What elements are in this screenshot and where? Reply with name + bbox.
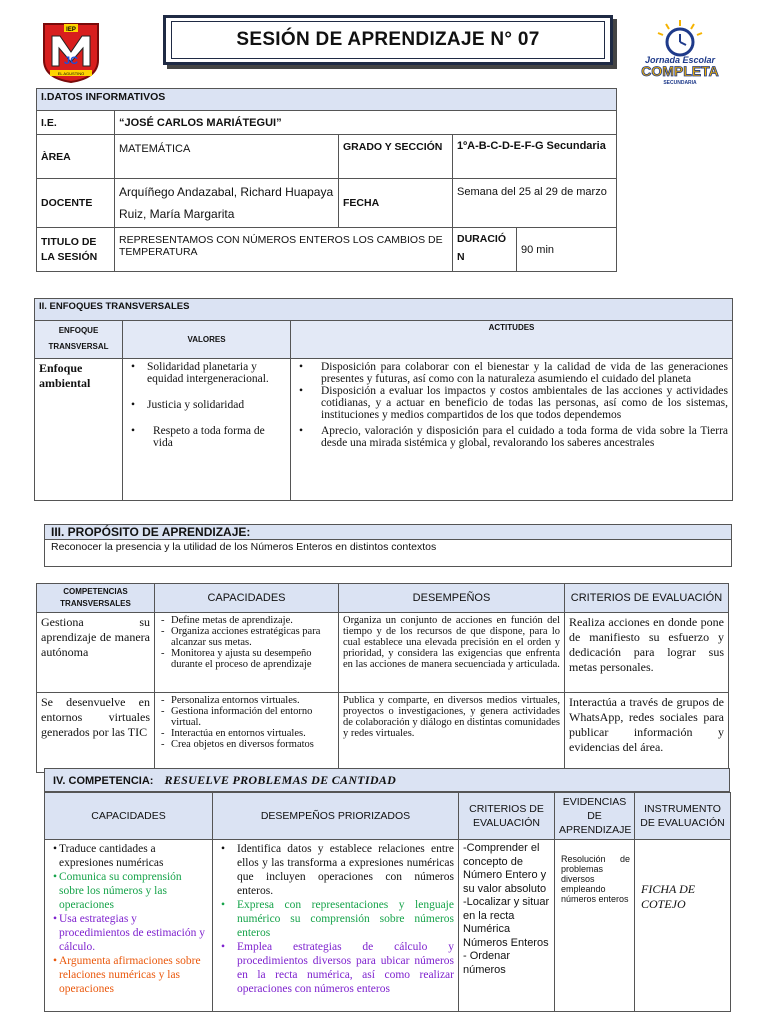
actitud-item: • Aprecio, valoración y disposición para el cuidado a toda forma de vida sobre la Tierra desde una mirada sistémica y global, revalorando los saberes ancestrales [295, 425, 728, 449]
ct-capacidad: - Define metas de aprendizaje. [159, 615, 334, 626]
iv-capacidad: • Traduce cantidades a expresiones numéricas [49, 842, 208, 870]
valor-item: • Solidaridad planetaria y equidad intergeneracional. [127, 361, 286, 385]
enfoque-name: Enfoque ambiental [35, 359, 123, 501]
area-label: ÀREA [37, 135, 115, 179]
titulo-label: TITULO DE LA SESIÓN [37, 228, 115, 272]
duracion-value: 90 min [517, 228, 617, 272]
iv-header-evidencias: EVIDENCIAS DE APRENDIZAJE [555, 793, 635, 840]
iv-header-capacidades: CAPACIDADES [45, 793, 213, 840]
area-value: MATEMÁTICA [115, 135, 339, 179]
enfoques-table [34, 298, 733, 501]
grado-label: GRADO Y SECCIÓN [339, 135, 453, 179]
ct-capacidad: - Monitorea y ajusta su desempeño durante el proceso de aprendizaje [159, 648, 334, 670]
ct-capacidad: - Organiza acciones estratégicas para alcanzar sus metas. [159, 626, 334, 648]
ct-competencia: Se desenvuelve en entornos virtuales generados por las TIC [37, 693, 155, 773]
enfoques-section-title: II. ENFOQUES TRANSVERSALES [35, 299, 733, 321]
competencia-iv-name: RESUELVE PROBLEMAS DE CANTIDAD [164, 773, 397, 787]
ie-value: “JOSÉ CARLOS MARIÁTEGUI” [115, 111, 617, 135]
jec-logo [632, 18, 728, 88]
iv-header-desempenos: DESEMPEÑOS PRIORIZADOS [213, 793, 459, 840]
ct-header-competencias: COMPETENCIAS TRANSVERSALES [37, 584, 155, 613]
proposito-section-title: III. PROPÓSITO DE APRENDIZAJE: [44, 524, 732, 540]
logo-line2: COMPLETA [641, 63, 719, 79]
fecha-label: FECHA [339, 179, 453, 228]
actitud-item: • Disposición a evaluar los impactos y costos ambientales de las acciones y actividades cotidianas, y a actuar en beneficio de todas las personas, así como de los sistemas, instituciones y medios compartidos de los que todos dependemos [295, 385, 728, 421]
iv-header-instrumento: INSTRUMENTO DE EVALUACIÓN [635, 793, 731, 840]
logo-letters: JC [63, 55, 79, 67]
enfoque-header: ENFOQUE TRANSVERSAL [35, 321, 123, 359]
iv-criterio: -Comprender el concepto de Número Entero y su valor absoluto [463, 842, 547, 895]
competencia-iv-table [44, 792, 731, 1012]
datos-informativos-table [36, 88, 617, 272]
valor-item: • Justicia y solidaridad [127, 399, 286, 411]
ct-criterio: Interactúa a través de grupos de WhatsApp, redes sociales para publicar información y evidencias del área. [565, 693, 729, 773]
school-logo [40, 20, 102, 84]
proposito-text: Reconocer la presencia y la utilidad de los Números Enteros en distintos contextos [44, 539, 732, 567]
iv-desempeno: • Identifica datos y establece relaciones entre ellos y las transforma a expresiones numéricas que incluyen operaciones con números enteros. [217, 842, 454, 898]
ie-label: I.E. [37, 111, 115, 135]
iv-instrumento: FICHA DE COTEJO [635, 840, 731, 1012]
logo-bottom-text: EL AGUSTINO [57, 71, 85, 76]
logo-line3: SECUNDARIA [663, 80, 697, 86]
fecha-value: Semana del 25 al 29 de marzo [453, 179, 617, 228]
grado-value: 1ºA-B-C-D-E-F-G Secundaria [453, 135, 617, 179]
logo-top-text: IEP [66, 27, 76, 33]
iv-criterio: -Localizar y situar en la recta Numérica Números Enteros [463, 896, 550, 949]
iv-desempeno: • Expresa con representaciones y lenguaje numérico su comprensión sobre números enteros [217, 898, 454, 940]
valores-header: VALORES [123, 321, 291, 359]
iv-desempeno: • Emplea estrategias de cálculo y procedimientos diversos para ubicar números en la recta numérica, así como realizar operaciones con números enteros [217, 940, 454, 996]
table-row [37, 613, 729, 693]
iv-capacidad: • Argumenta afirmaciones sobre relaciones numéricas y las operaciones [49, 954, 208, 996]
datos-section-title: I.DATOS INFORMATIVOS [37, 89, 617, 111]
docente-value: Arquíñego Andazabal, Richard Huapaya Ruiz, María Margarita [115, 179, 339, 228]
iv-header-criterios: CRITERIOS DE EVALUACIÓN [459, 793, 555, 840]
ct-capacidad: - Gestiona información del entorno virtual. [159, 706, 334, 728]
docente-label: DOCENTE [37, 179, 115, 228]
ct-capacidad: - Personaliza entornos virtuales. [159, 695, 334, 706]
session-title-box [163, 15, 613, 65]
iv-capacidad: • Comunica su comprensión sobre los números y las operaciones [49, 870, 208, 912]
table-row [37, 693, 729, 773]
ct-capacidad: - Interactúa en entornos virtuales. [159, 728, 334, 739]
ct-criterio: Realiza acciones en donde pone de manifiesto su esfuerzo y dedicación para lograr sus metas personales. [565, 613, 729, 693]
ct-competencia: Gestiona su aprendizaje de manera autónoma [37, 613, 155, 693]
ct-desempeno: Organiza un conjunto de acciones en función del tiempo y de los recursos de que dispone, para lo cual establece una elevada precisión en el orden y prioridad, y considera las exigencias que enfrenta en las acciones de manera secuenciada y articulada. [339, 613, 565, 693]
iv-criterio: - Ordenar números [463, 950, 511, 976]
page-title: SESIÓN DE APRENDIZAJE N° 07 [171, 21, 605, 59]
logo-line1: Jornada Escolar [644, 55, 716, 65]
ct-header-criterios: CRITERIOS DE EVALUACIÓN [565, 584, 729, 613]
ct-capacidad: - Crea objetos en diversos formatos [159, 739, 334, 750]
actitudes-header: ACTITUDES [291, 321, 733, 359]
competencia-iv-header [44, 768, 730, 792]
valor-item: • Respeto a toda forma de vida [127, 425, 286, 449]
duracion-label: DURACIÓN [453, 228, 517, 272]
iv-evidencias: Resolución de problemas diversos empleando números enteros [555, 840, 635, 1012]
ct-header-capacidades: CAPACIDADES [155, 584, 339, 613]
competencia-iv-label: IV. COMPETENCIA: [53, 775, 154, 787]
ct-desempeno: Publica y comparte, en diversos medios virtuales, proyectos o investigaciones, y genera actividades de colaboración y diálogo en distintas comunidades y redes virtuales. [339, 693, 565, 773]
iv-capacidad: • Usa estrategias y procedimientos de estimación y cálculo. [49, 912, 208, 954]
competencias-transversales-table [36, 583, 729, 773]
actitud-item: • Disposición para colaborar con el bienestar y la calidad de vida de las generaciones presentes y futuras, así como con la naturaleza asumiendo el cuidado del planeta [295, 361, 728, 385]
ct-header-desempenos: DESEMPEÑOS [339, 584, 565, 613]
titulo-value: REPRESENTAMOS CON NÚMEROS ENTEROS LOS CAMBIOS DE TEMPERATURA [115, 228, 453, 272]
